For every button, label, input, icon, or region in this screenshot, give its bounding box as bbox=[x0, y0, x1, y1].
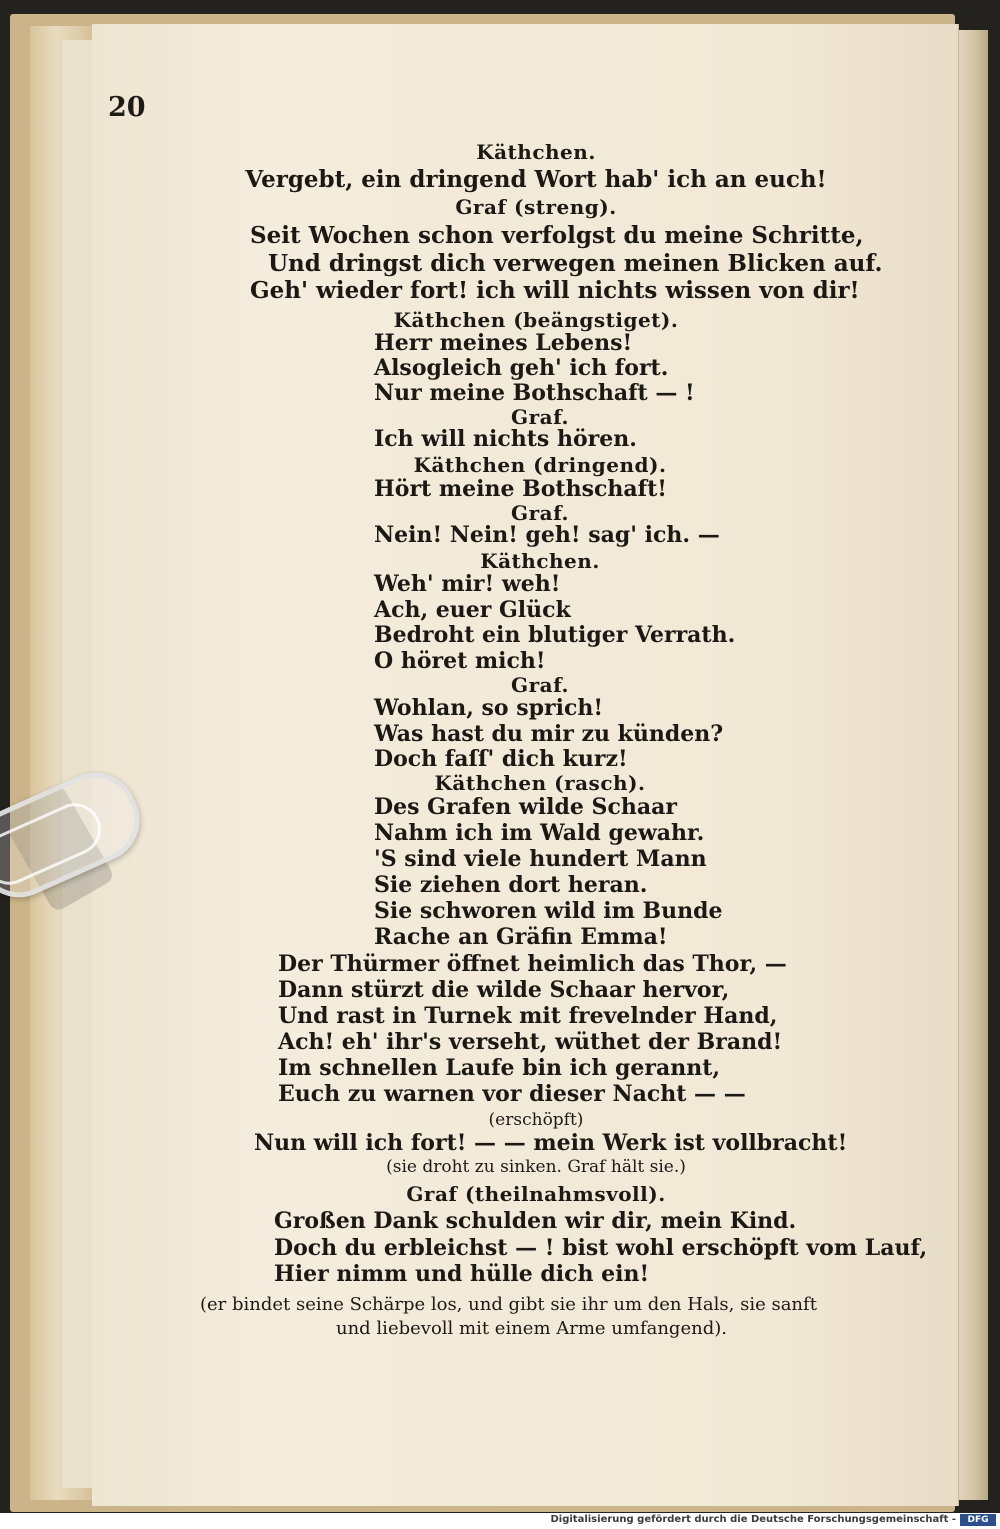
verse-line: Nahm ich im Wald gewahr. bbox=[374, 820, 705, 846]
verse-line: Ich will nichts hören. bbox=[374, 426, 637, 452]
stage-direction: (er bindet seine Schärpe los, und gibt sie ihr um den Hals, sie sanft bbox=[200, 1294, 817, 1315]
dfg-logo: DFG bbox=[960, 1514, 996, 1526]
verse-line: Nur meine Bothschaft — ! bbox=[374, 380, 695, 406]
verse-line: Des Grafen wilde Schaar bbox=[374, 794, 677, 820]
verse-line: Nein! Nein! geh! sag' ich. — bbox=[374, 522, 720, 548]
speaker-line: Graf. bbox=[511, 673, 569, 697]
speaker-line: Graf. bbox=[511, 405, 569, 429]
verse-line: Großen Dank schulden wir dir, mein Kind. bbox=[274, 1208, 797, 1234]
verse-line: Euch zu warnen vor dieser Nacht — — bbox=[278, 1081, 746, 1107]
verse-line: Sie ziehen dort heran. bbox=[374, 872, 648, 898]
speaker-line: Graf. bbox=[511, 501, 569, 525]
verse-line: Doch du erbleichst — ! bist wohl erschöpft vom Lauf, bbox=[274, 1235, 928, 1261]
verse-line: Der Thürmer öffnet heimlich das Thor, — bbox=[278, 951, 787, 977]
verse-line: Doch faſſ' dich kurz! bbox=[374, 746, 628, 772]
verse-line: Im schnellen Laufe bin ich gerannt, bbox=[278, 1055, 721, 1081]
verse-line: Seit Wochen schon verfolgst du meine Schritte, bbox=[250, 222, 864, 249]
verse-line: Wohlan, so sprich! bbox=[374, 695, 603, 721]
speaker-line: Graf (streng). bbox=[455, 195, 617, 219]
verse-line: Nun will ich fort! — — mein Werk ist vollbracht! bbox=[254, 1130, 848, 1156]
verse-line: Sie schworen wild im Bunde bbox=[374, 898, 723, 924]
stage-direction: (erschöpft) bbox=[488, 1110, 584, 1130]
page-number: 20 bbox=[108, 92, 146, 123]
verse-line: Ach, euer Glück bbox=[374, 597, 571, 623]
speaker-line: Käthchen (dringend). bbox=[413, 453, 667, 477]
verse-line: O höret mich! bbox=[374, 648, 546, 674]
speaker-line: Käthchen. bbox=[476, 140, 596, 164]
verse-line: Vergebt, ein dringend Wort hab' ich an euch! bbox=[245, 166, 827, 193]
stage-direction: und liebevoll mit einem Arme umfangend). bbox=[336, 1318, 727, 1339]
verse-line: Was hast du mir zu künden? bbox=[374, 721, 724, 747]
verse-line: Alsogleich geh' ich fort. bbox=[374, 355, 669, 381]
verse-line: Ach! eh' ihr's verseht, wüthet der Brand! bbox=[278, 1029, 783, 1055]
speaker-line: Käthchen (rasch). bbox=[434, 771, 646, 795]
footer-credit: Digitalisierung gefördert durch die Deutsche Forschungsgemeinschaft - bbox=[550, 1514, 956, 1525]
verse-line: Hört meine Bothschaft! bbox=[374, 476, 667, 502]
verse-line: 'S sind viele hundert Mann bbox=[374, 846, 707, 872]
verse-line: Und dringst dich verwegen meinen Blicken auf. bbox=[268, 250, 883, 277]
verse-line: Und rast in Turnek mit frevelnder Hand, bbox=[278, 1003, 778, 1029]
speaker-line: Käthchen (beängstiget). bbox=[393, 308, 679, 332]
verse-line: Bedroht ein blutiger Verrath. bbox=[374, 622, 736, 648]
speaker-line: Graf (theilnahmsvoll). bbox=[406, 1182, 666, 1206]
verse-line: Hier nimm und hülle dich ein! bbox=[274, 1261, 650, 1287]
verse-line: Weh' mir! weh! bbox=[374, 571, 561, 597]
verse-line: Geh' wieder fort! ich will nichts wissen von dir! bbox=[250, 277, 860, 304]
stage-direction: (sie droht zu sinken. Graf hält sie.) bbox=[386, 1157, 686, 1177]
verse-line: Herr meines Lebens! bbox=[374, 330, 633, 356]
speaker-line: Käthchen. bbox=[480, 549, 600, 573]
verse-line: Rache an Gräfin Emma! bbox=[374, 924, 668, 950]
verse-line: Dann stürzt die wilde Schaar hervor, bbox=[278, 977, 730, 1003]
